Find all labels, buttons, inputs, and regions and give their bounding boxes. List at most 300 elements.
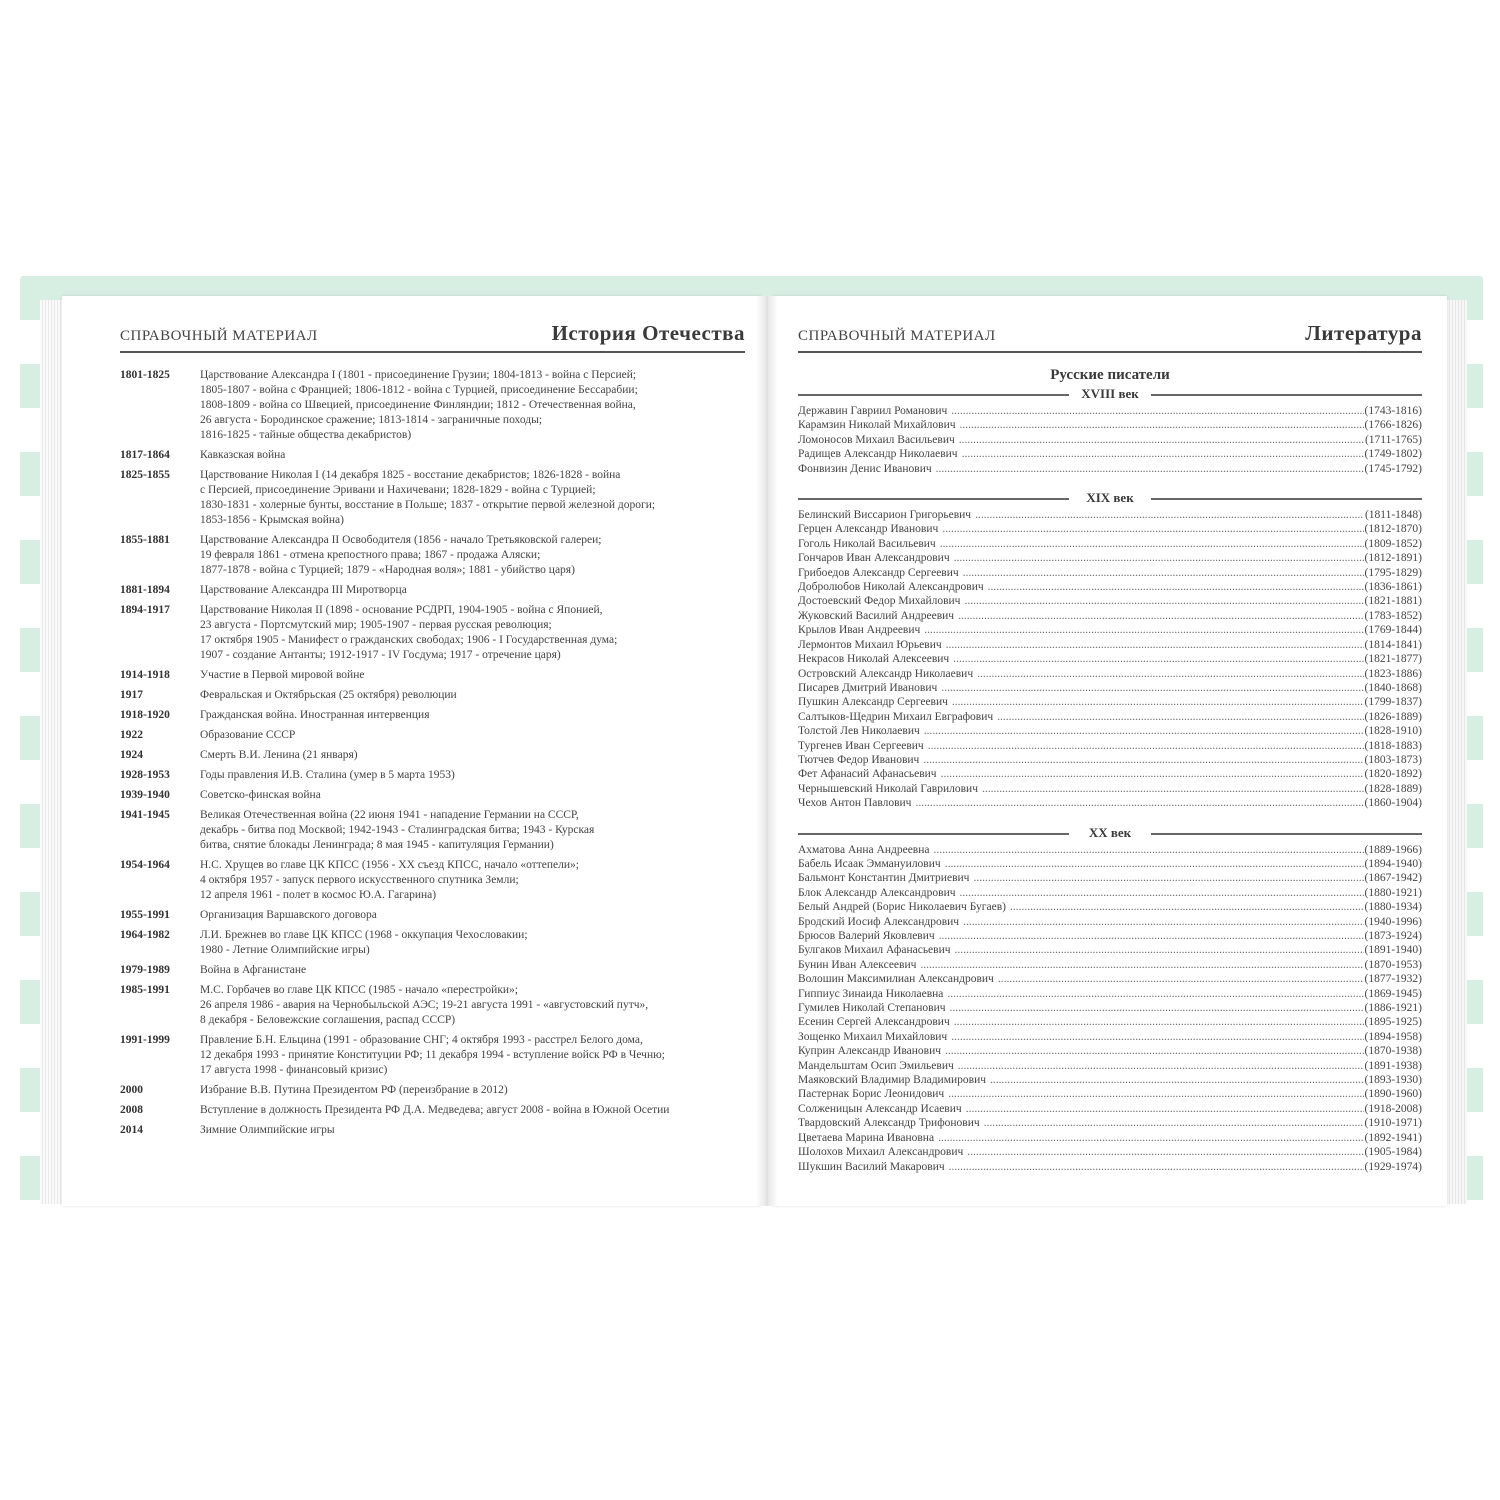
writer-years: (1812-1891) — [1364, 552, 1422, 565]
writer-name: Чехов Антон Павлович — [798, 797, 912, 810]
timeline-line: Царствование Николая II (1898 - основание РСДРП, 1904-1905 - война с Японией, — [200, 604, 603, 616]
writer-years: (1880-1934) — [1364, 901, 1422, 914]
dot-leader — [960, 418, 1364, 432]
dot-leader — [952, 695, 1364, 709]
writer-row — [798, 462, 1422, 476]
writer-years: (1910-1971) — [1364, 1117, 1422, 1130]
writer-years: (1745-1792) — [1364, 462, 1422, 475]
dot-leader — [954, 1015, 1364, 1029]
writer-name: Маяковский Владимир Владимирович — [798, 1074, 987, 1087]
timeline-year: 1817-1864 — [120, 449, 170, 461]
writer-years: (1890-1960) — [1364, 1088, 1422, 1101]
writer-years: (1795-1829) — [1364, 566, 1422, 579]
writer-row — [798, 857, 1422, 871]
timeline-line: Участие в Первой мировой войне — [200, 669, 365, 681]
dot-leader — [940, 537, 1364, 551]
writer-years: (1826-1889) — [1364, 710, 1422, 723]
dot-leader — [948, 1087, 1363, 1101]
writer-name: Жуковский Василий Андреевич — [798, 609, 955, 622]
writer-name: Куприн Александр Иванович — [798, 1045, 942, 1058]
dot-leader — [963, 915, 1363, 929]
dot-leader — [982, 782, 1364, 796]
timeline-year: 2008 — [120, 1104, 143, 1116]
writer-years: (1811-1848) — [1364, 509, 1422, 522]
dot-leader — [941, 681, 1363, 695]
timeline-entry — [120, 858, 750, 903]
timeline-line: 1808-1809 - война со Швецией, присоединение Финляндии; 1812 - Отечественная война, — [200, 399, 636, 411]
timeline-entry — [120, 708, 750, 723]
right-section-label: СПРАВОЧНЫЙ МАТЕРИАЛ — [798, 328, 996, 344]
writer-name: Блок Александр Александрович — [798, 886, 956, 899]
writer-row — [798, 972, 1422, 986]
dot-leader — [963, 566, 1364, 580]
writer-years: (1820-1892) — [1364, 768, 1422, 781]
dot-leader — [923, 753, 1363, 767]
writer-years: (1891-1940) — [1364, 944, 1422, 957]
timeline-line: Кавказская война — [200, 449, 286, 461]
timeline-line: Избрание В.В. Путина Президентом РФ (переизбрание в 2012) — [200, 1084, 508, 1096]
history-timeline — [120, 368, 750, 1143]
timeline-line: Царствование Николая I (14 декабря 1825 - восстание декабристов; 1826-1828 - война — [200, 469, 621, 481]
dot-leader — [949, 1160, 1364, 1174]
writer-name: Крылов Иван Андреевич — [798, 624, 921, 637]
writer-years: (1886-1921) — [1364, 1002, 1422, 1015]
dot-leader — [924, 724, 1364, 738]
timeline-entry — [120, 728, 750, 743]
timeline-line: М.С. Горбачев во главе ЦК КПСС (1985 - начало «перестройки»; — [200, 984, 519, 996]
timeline-year: 1955-1991 — [120, 909, 170, 921]
writer-row — [798, 1102, 1422, 1116]
writer-name: Радищев Александр Николаевич — [798, 448, 958, 461]
writer-years: (1894-1958) — [1364, 1030, 1422, 1043]
writer-row — [798, 638, 1422, 652]
writer-years: (1893-1930) — [1364, 1074, 1422, 1087]
dot-leader — [975, 508, 1364, 522]
timeline-line: Великая Отечественная война (22 июня 1941 - нападение Германии на СССР, — [200, 809, 579, 821]
writer-years: (1814-1841) — [1364, 638, 1422, 651]
writer-row — [798, 537, 1422, 551]
timeline-description — [200, 583, 750, 598]
timeline-line: битва, снятие блокады Ленинграда; 8 мая 1945 - капитуляция Германии) — [200, 839, 554, 851]
writer-row — [798, 900, 1422, 914]
timeline-line: 1816-1825 - тайные общества декабристов) — [200, 429, 412, 441]
writer-years: (1869-1945) — [1364, 987, 1422, 1000]
writer-row — [798, 594, 1422, 608]
timeline-year: 1941-1945 — [120, 809, 170, 821]
writer-row — [798, 433, 1422, 447]
timeline-year: 1979-1989 — [120, 964, 170, 976]
timeline-entry — [120, 448, 750, 463]
writer-years: (1889-1966) — [1364, 843, 1422, 856]
timeline-year: 1964-1982 — [120, 929, 170, 941]
dot-leader — [955, 943, 1364, 957]
timeline-entry — [120, 583, 750, 598]
writer-name: Цветаева Марина Ивановна — [798, 1131, 935, 1144]
left-page-header — [120, 316, 745, 353]
writer-name: Лермонтов Михаил Юрьевич — [798, 638, 942, 651]
writer-row — [798, 566, 1422, 580]
writer-years: (1769-1844) — [1364, 624, 1422, 637]
dot-leader — [964, 594, 1363, 608]
timeline-year: 1985-1991 — [120, 984, 170, 996]
writer-name: Булгаков Михаил Афанасьевич — [798, 944, 951, 957]
writer-name: Тютчев Федор Иванович — [798, 753, 920, 766]
writer-years: (1821-1881) — [1364, 595, 1422, 608]
timeline-description — [200, 708, 750, 723]
timeline-description — [200, 603, 750, 663]
writer-row — [798, 843, 1422, 857]
right-page-title: Литература — [1305, 321, 1422, 345]
timeline-line: Вступление в должность Президента РФ Д.А. Медведева; август 2008 - война в Южной Осетии — [200, 1104, 670, 1116]
writer-name: Грибоедов Александр Сергеевич — [798, 566, 959, 579]
writer-years: (1749-1802) — [1364, 448, 1422, 461]
timeline-line: Зимние Олимпийские игры — [200, 1124, 335, 1136]
writer-years: (1891-1938) — [1364, 1059, 1422, 1072]
writer-name: Есенин Сергей Александрович — [798, 1016, 950, 1029]
writers-list — [798, 366, 1422, 1174]
writer-name: Фет Афанасий Афанасьевич — [798, 768, 937, 781]
timeline-line: Война в Афганистане — [200, 964, 307, 976]
writer-row — [798, 915, 1422, 929]
writer-name: Твардовский Александр Трифонович — [798, 1117, 980, 1130]
writer-years: (1840-1868) — [1364, 681, 1422, 694]
timeline-year: 1894-1917 — [120, 604, 170, 616]
writer-row — [798, 1145, 1422, 1159]
right-page-header — [798, 316, 1422, 353]
writer-row — [798, 522, 1422, 536]
writer-name: Пастернак Борис Леонидович — [798, 1088, 945, 1101]
writer-row — [798, 1015, 1422, 1029]
writer-years: (1821-1877) — [1364, 653, 1422, 666]
timeline-entry — [120, 768, 750, 783]
timeline-description — [200, 858, 750, 903]
timeline-entry — [120, 748, 750, 763]
writer-years: (1894-1940) — [1364, 857, 1422, 870]
timeline-description — [200, 368, 750, 443]
timeline-description — [200, 1083, 750, 1098]
timeline-description — [200, 748, 750, 763]
timeline-line: с Персией, присоединение Эривани и Нахичевани; 1828-1829 - война с Турцией; — [200, 484, 596, 496]
dot-leader — [945, 1044, 1363, 1058]
timeline-entry — [120, 1083, 750, 1098]
writer-years: (1783-1852) — [1364, 609, 1422, 622]
page-edges-left — [40, 300, 62, 1204]
writer-years: (1895-1925) — [1364, 1016, 1422, 1029]
timeline-line: Царствование Александра II Освободителя (1856 - начало Третьяковской галереи; — [200, 534, 602, 546]
timeline-line: Царствование Александра I (1801 - присоединение Грузии; 1804-1813 - война с Персией; — [200, 369, 637, 381]
writer-row — [798, 1059, 1422, 1073]
writer-name: Шукшин Василий Макарович — [798, 1160, 945, 1173]
writer-name: Карамзин Николай Михайлович — [798, 419, 956, 432]
timeline-line: 23 августа - Портсмутский мир; 1905-1907 - первая русская революция; — [200, 619, 552, 631]
timeline-line: 1907 - создание Антанты; 1912-1917 - IV Госдума; 1917 - отречение царя) — [200, 649, 561, 661]
dot-leader — [924, 623, 1363, 637]
writer-name: Тургенев Иван Сергеевич — [798, 739, 924, 752]
writer-row — [798, 609, 1422, 623]
dot-leader — [947, 987, 1363, 1001]
timeline-line: 1853-1856 - Крымская война) — [200, 514, 344, 526]
writer-name: Зощенко Михаил Михайлович — [798, 1030, 948, 1043]
dot-leader — [967, 1145, 1363, 1159]
timeline-year: 2000 — [120, 1084, 143, 1096]
timeline-description — [200, 1103, 750, 1118]
writer-years: (1929-1974) — [1364, 1160, 1422, 1173]
writer-name: Гумилев Николай Степанович — [798, 1002, 946, 1015]
writer-years: (1799-1837) — [1364, 696, 1422, 709]
writer-name: Бродский Иосиф Александрович — [798, 915, 960, 928]
timeline-year: 1991-1999 — [120, 1034, 170, 1046]
writer-years: (1803-1873) — [1364, 753, 1422, 766]
writer-name: Островский Александр Николаевич — [798, 667, 974, 680]
dot-leader — [998, 972, 1364, 986]
writer-row — [798, 695, 1422, 709]
section-gap — [798, 811, 1422, 825]
writer-years: (1870-1938) — [1364, 1045, 1422, 1058]
timeline-entry — [120, 1033, 750, 1078]
dot-leader — [946, 638, 1364, 652]
writer-row — [798, 508, 1422, 522]
writer-row — [798, 1116, 1422, 1130]
writer-row — [798, 753, 1422, 767]
timeline-description — [200, 983, 750, 1028]
writer-name: Салтыков-Щедрин Михаил Евграфович — [798, 710, 994, 723]
writer-name: Пушкин Александр Сергеевич — [798, 696, 948, 709]
writer-row — [798, 943, 1422, 957]
timeline-description — [200, 1123, 750, 1138]
book-gutter — [756, 296, 778, 1206]
timeline-description — [200, 963, 750, 978]
writer-row — [798, 929, 1422, 943]
timeline-line: 8 декабря - Беловежские соглашения, распад СССР) — [200, 1014, 456, 1026]
timeline-entry — [120, 603, 750, 663]
writer-years: (1828-1889) — [1364, 782, 1422, 795]
writer-name: Гончаров Иван Александрович — [798, 552, 950, 565]
timeline-entry — [120, 908, 750, 923]
century-heading — [798, 825, 1422, 841]
timeline-line: Образование СССР — [200, 729, 296, 741]
dot-leader — [990, 1073, 1363, 1087]
writer-row — [798, 1073, 1422, 1087]
writer-row — [798, 739, 1422, 753]
writer-row — [798, 724, 1422, 738]
timeline-line: Советско-финская война — [200, 789, 321, 801]
writer-row — [798, 447, 1422, 461]
dot-leader — [934, 843, 1364, 857]
writer-name: Державин Гавриил Романович — [798, 405, 948, 417]
writer-row — [798, 958, 1422, 972]
timeline-line: Л.И. Брежнев во главе ЦК КПСС (1968 - оккупация Чехословакии; — [200, 929, 528, 941]
writer-years: (1880-1921) — [1364, 886, 1422, 899]
timeline-line: 26 апреля 1986 - авария на Чернобыльской АЭС; 19-21 августа 1991 - «августовский путч», — [200, 999, 649, 1011]
timeline-line: Правление Б.Н. Ельцина (1991 - образование СНГ; 4 октября 1993 - расстрел Белого дома, — [200, 1034, 643, 1046]
dot-leader — [966, 1102, 1364, 1116]
timeline-line: 1980 - Летние Олимпийские игры) — [200, 944, 370, 956]
writer-row — [798, 1131, 1422, 1145]
timeline-entry — [120, 368, 750, 443]
writer-name: Бабель Исаак Эммануилович — [798, 857, 941, 870]
timeline-description — [200, 928, 750, 958]
timeline-year: 1914-1918 — [120, 669, 170, 681]
writer-name: Брюсов Валерий Яковлевич — [798, 930, 935, 942]
writer-row — [798, 1030, 1422, 1044]
timeline-entry — [120, 928, 750, 958]
writer-row — [798, 710, 1422, 724]
timeline-line: Организация Варшавского договора — [200, 909, 377, 921]
writer-name: Ломоносов Михаил Васильевич — [798, 433, 955, 446]
timeline-line: Годы правления И.В. Сталина (умер в 5 марта 1953) — [200, 769, 455, 781]
writer-row — [798, 767, 1422, 781]
timeline-line: 12 декабря 1993 - принятие Конституции РФ; 11 декабря 1994 - вступление войск РФ в Чечню; — [200, 1049, 665, 1061]
timeline-line: 4 октября 1957 - запуск первого искусственного спутника Земли; — [200, 874, 519, 886]
timeline-entry — [120, 688, 750, 703]
dot-leader — [984, 1116, 1364, 1130]
timeline-year: 1881-1894 — [120, 584, 170, 596]
century-label: XX век — [1069, 825, 1151, 841]
writer-row — [798, 782, 1422, 796]
dot-leader — [954, 551, 1364, 565]
writer-name: Герцен Александр Иванович — [798, 523, 939, 536]
timeline-year: 1928-1953 — [120, 769, 170, 781]
left-page — [62, 296, 761, 1206]
section-gap — [798, 476, 1422, 490]
writer-name: Солженицын Александр Исаевич — [798, 1102, 962, 1115]
writer-name: Писарев Дмитрий Иванович — [798, 681, 938, 694]
timeline-line: Смерть В.И. Ленина (21 января) — [200, 749, 358, 761]
writer-name: Некрасов Николай Алексеевич — [798, 653, 950, 666]
timeline-description — [200, 448, 750, 463]
timeline-entry — [120, 963, 750, 978]
writer-name: Белинский Виссарион Григорьевич — [798, 509, 972, 522]
timeline-year: 1825-1855 — [120, 469, 170, 481]
dot-leader — [977, 667, 1363, 681]
timeline-description — [200, 728, 750, 743]
dot-leader — [942, 522, 1363, 536]
dot-leader — [1010, 900, 1364, 914]
left-page-title: История Отечества — [551, 321, 745, 345]
writer-years: (1905-1984) — [1364, 1146, 1422, 1159]
writer-years: (1892-1941) — [1364, 1131, 1422, 1144]
century-label: XVIII век — [1069, 386, 1151, 402]
timeline-line: Царствование Александра III Миротворца — [200, 584, 407, 596]
timeline-line: 19 февраля 1861 - отмена крепостного права; 1867 - продажа Аляски; — [200, 549, 541, 561]
timeline-year: 1954-1964 — [120, 859, 170, 871]
timeline-line: 1805-1807 - война с Францией; 1806-1812 - война с Турцией, присоединение Бессарабии; — [200, 384, 638, 396]
timeline-entry — [120, 533, 750, 578]
writer-row — [798, 418, 1422, 432]
dot-leader — [941, 767, 1364, 781]
timeline-year: 1939-1940 — [120, 789, 170, 801]
dot-leader — [988, 580, 1364, 594]
writer-row — [798, 1160, 1422, 1174]
dot-leader — [951, 404, 1363, 418]
writer-row — [798, 681, 1422, 695]
dot-leader — [928, 739, 1364, 753]
dot-leader — [939, 929, 1364, 943]
dot-leader — [945, 857, 1364, 871]
dot-leader — [959, 433, 1364, 447]
writer-name: Бальмонт Константин Дмитриевич — [798, 872, 970, 885]
dot-leader — [920, 958, 1363, 972]
timeline-year: 1918-1920 — [120, 709, 170, 721]
writer-row — [798, 652, 1422, 666]
timeline-description — [200, 768, 750, 783]
timeline-entry — [120, 788, 750, 803]
writer-years: (1877-1932) — [1364, 973, 1422, 986]
writer-row — [798, 796, 1422, 810]
timeline-description — [200, 788, 750, 803]
writer-years: (1711-1765) — [1364, 433, 1422, 446]
timeline-line: 17 октября 1905 - Манифест о гражданских свободах; 1906 - I Государственная дума; — [200, 634, 618, 646]
writer-years: (1918-2008) — [1364, 1102, 1422, 1115]
writer-years: (1809-1852) — [1364, 537, 1422, 550]
dot-leader — [960, 886, 1364, 900]
timeline-year: 1924 — [120, 749, 143, 761]
writer-row — [798, 987, 1422, 1001]
timeline-year: 1922 — [120, 729, 143, 741]
writer-years: (1873-1924) — [1364, 930, 1422, 942]
timeline-line: 26 августа - Бородинское сражение; 1813-1814 - заграничные походы; — [200, 414, 543, 426]
writer-name: Шолохов Михаил Александрович — [798, 1146, 964, 1159]
writer-name: Фонвизин Денис Иванович — [798, 462, 932, 475]
timeline-entry — [120, 1123, 750, 1138]
writer-years: (1818-1883) — [1364, 739, 1422, 752]
page-edges-right — [1447, 300, 1467, 1204]
timeline-description — [200, 533, 750, 578]
dot-leader — [915, 796, 1363, 810]
dot-leader — [951, 1030, 1363, 1044]
writer-name: Волошин Максимилиан Александрович — [798, 973, 994, 986]
writer-name: Добролюбов Николай Александрович — [798, 581, 984, 594]
writer-name: Гоголь Николай Васильевич — [798, 537, 936, 550]
writer-row — [798, 580, 1422, 594]
writer-row — [798, 551, 1422, 565]
writer-name: Толстой Лев Николаевич — [798, 725, 920, 738]
dot-leader — [950, 1001, 1364, 1015]
writer-row — [798, 623, 1422, 637]
timeline-line: 17 августа 1998 - финансовый кризис) — [200, 1064, 388, 1076]
timeline-entry — [120, 1103, 750, 1118]
timeline-description — [200, 668, 750, 683]
writer-years: (1870-1953) — [1364, 958, 1422, 971]
timeline-description — [200, 808, 750, 853]
writer-name: Мандельштам Осип Эмильевич — [798, 1059, 954, 1072]
timeline-year: 1855-1881 — [120, 534, 170, 546]
writer-row — [798, 1001, 1422, 1015]
writer-years: (1860-1904) — [1364, 797, 1422, 810]
dot-leader — [958, 609, 1363, 623]
timeline-line: 12 апреля 1961 - полет в космос Ю.А. Гагарина) — [200, 889, 437, 901]
writer-row — [798, 667, 1422, 681]
timeline-year: 1801-1825 — [120, 369, 170, 381]
timeline-description — [200, 1033, 750, 1078]
writer-years: (1836-1861) — [1364, 581, 1422, 594]
writer-name: Достоевский Федор Михайлович — [798, 595, 961, 608]
dot-leader — [962, 447, 1364, 461]
timeline-description — [200, 688, 750, 703]
writer-years: (1828-1910) — [1364, 725, 1422, 738]
century-heading — [798, 490, 1422, 506]
writer-name: Бунин Иван Алексеевич — [798, 958, 917, 971]
writer-row — [798, 871, 1422, 885]
writer-years: (1940-1996) — [1364, 915, 1422, 928]
dot-leader — [958, 1059, 1364, 1073]
timeline-year: 2014 — [120, 1124, 143, 1136]
dot-leader — [938, 1131, 1363, 1145]
timeline-line: Февральская и Октябрьская (25 октября) революции — [200, 689, 457, 701]
dot-leader — [936, 462, 1364, 476]
dot-leader — [973, 871, 1363, 885]
timeline-entry — [120, 808, 750, 853]
